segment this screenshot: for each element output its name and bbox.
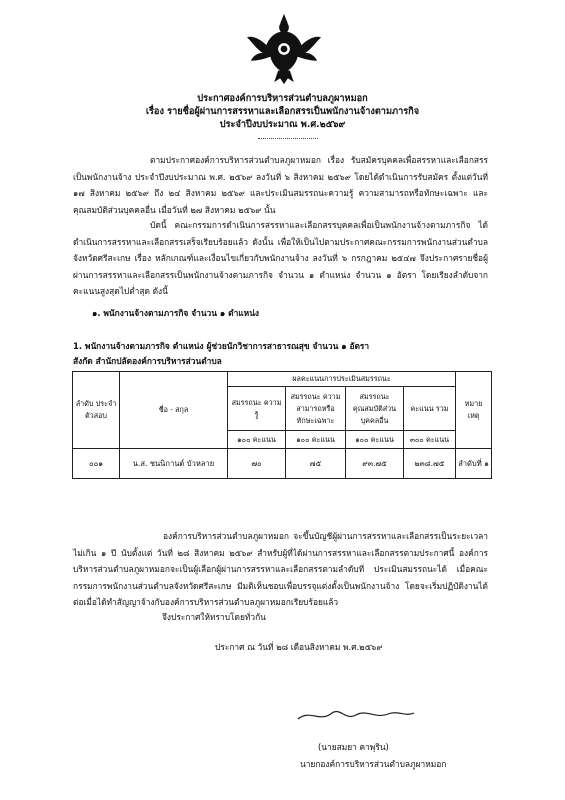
col-header-personal: สมรรถนะ คุณสมบัติส่วน บุคคลอื่น [346,387,404,431]
fiscal-year: ประจำปีงบประมาณ พ.ศ.๒๕๖๙ [219,119,346,130]
col-header-skill: สมรรถนะ ความสามารถหรือ ทักษะเฉพาะ [286,387,346,431]
cell-total: ๒๓๘.๗๕ [404,449,456,479]
position-heading: 1. พนักงานจ้างตามภารกิจ ตำแหน่ง ผู้ช่วยนักวิชาการสาธารณสุข จำนวน ๑ อัตรา [73,341,370,351]
col-header-group: ผลคะแนนการประเมินสมรรถนะ [228,372,456,387]
cell-note: ลำดับที่ ๑ [456,449,492,479]
paragraph-1-text: ตามประกาศองค์การบริหารส่วนตำบลภูผาหมอก เรื่อง รับสมัครบุคคลเพื่อสรรหาและเลือกสรรเป็นพนักงานจ้าง ประจำปีงบประมาณ พ.ศ. ๒๕๖๙ ลงวันที่ ๖ สิงหาคม ๒๕๖๙ โดยได้ดำเนินการรับสมัคร ตั้งแต่วันที่ ๑๗ สิงหาคม ๒๕๖๙ ถึง ๒๔ สิงหาคม ๒๕๖๙ และประเมินสมรรถนะความรู้ ความสามารถหรือทักษะเฉพาะ และคุณสมบัติส่วนบุคคลอื่น เมื่อวันที่ ๒๗ สิงหาคม ๒๕๖๙ นั้น [73,155,488,215]
col-header-total: คะแนน รวม [404,387,456,431]
table-row [73,449,492,479]
col-header-knowledge: สมรรถนะ ความรู้ [228,387,286,431]
cell-knowledge: ๗๐ [228,449,286,479]
cell-personal: ๙๓.๗๕ [346,449,404,479]
signatory-title: นายกองค์การบริหารส่วนตำบลภูผาหมอก [300,759,447,769]
department-heading: สังกัด สำนักปลัดองค์การบริหารส่วนตำบล [73,356,222,366]
announcement-date: ประกาศ ณ วันที่ ๒๘ เดือนสิงหาคม พ.ศ.๒๕๖๙ [215,642,383,652]
section-heading: ๑. พนักงานจ้างตามภารกิจ จำนวน ๑ ตำแหน่ง [92,308,260,318]
paragraph-2-text: บัดนี้ คณะกรรมการดำเนินการสรรหาและเลือกสรรบุคคลเพื่อเป็นพนักงานจ้างตามภารกิจ ได้ดำเนินการสรรหาและเลือกสรรเสร็จเรียบร้อยแล้ว ดังนั้น เพื่อให้เป็นไปตามประกาศคณะกรรมการพนักงานส่วนตำบลจังหวัดศรีสะเกษ เรื่อง หลักเกณฑ์และเงื่อนไขเกี่ยวกับพนักงานจ้าง ลงวันที่ ๖ กรกฎาคม ๒๕๔๗ จึงประกาศรายชื่อผู้ผ่านการสรรหาและเลือกสรรเป็นพนักงานจ้างตามภารกิจ จำนวน ๑ ตำแหน่ง จำนวน ๑ อัตรา โดยเรียงลำดับจากคะแนนสูงสุดไปต่ำสุด ดังนี้ [73,220,488,296]
paragraph-3-text: องค์การบริหารส่วนตำบลภูผาหมอก จะขึ้นบัญชีผู้ผ่านการสรรหาและเลือกสรรเป็นระยะเวลาไม่เกิน ๑ ปี นับตั้งแต่ วันที่ ๒๘ สิงหาคม ๒๕๖๙ สำหรับผู้ที่ได้ผ่านการสรรหาและเลือกสรรตามประกาศนี้ องค์การบริหารส่วนตำบลภูผาหมอกจะเป็นผู้เลือกผู้ผ่านการสรรหาและเลือกสรรตามลำดับที่ ประเมินสมรรถนะได้ เมื่อคณะกรรมการพนักงานส่วนตำบลจังหวัดศรีสะเกษ มีมติเห็นชอบเพื่อบรรจุแต่งตั้งเป็นพนักงานจ้าง โดยจะเริ่มปฏิบัติงานได้ต่อเมื่อได้ทำสัญญาจ้างกับองค์การบริหารส่วนตำบลภูผาหมอกเรียบร้อยแล้ว [73,531,488,607]
results-table [72,371,492,479]
col-header-note: หมาย เหตุ [456,372,492,449]
max-personal: ๑๐๐ คะแนน [346,431,404,449]
closing-line: จึงประกาศให้ทราบโดยทั่วกัน [162,612,266,622]
garuda-emblem-icon [245,10,323,88]
cell-skill: ๗๕ [286,449,346,479]
max-total: ๓๐๐ คะแนน [404,431,456,449]
max-skill: ๑๐๐ คะแนน [286,431,346,449]
paragraph-1 [73,152,488,218]
col-header-name: ชื่อ - สกุล [120,372,228,449]
col-header-id: ลำดับ ประจำตัวสอบ [73,372,120,449]
paragraph-3 [73,528,488,611]
announcement-title: ประกาศองค์การบริหารส่วนตำบลภูผาหมอก [197,93,368,104]
max-knowledge: ๑๐๐ คะแนน [228,431,286,449]
cell-name: น.ส. ชนนิกานต์ บัวหลาย [120,449,228,479]
announcement-subject: เรื่อง รายชื่อผู้ผ่านการสรรหาและเลือกสรรเป็นพนักงานจ้างตามภารกิจ [145,106,420,117]
paragraph-2 [73,217,488,300]
cell-id: ๐๐๑ [73,449,120,479]
signatory-name: (นายสมยา คาพุริน) [318,742,389,752]
title-divider [258,138,318,139]
signature-image [290,705,420,725]
